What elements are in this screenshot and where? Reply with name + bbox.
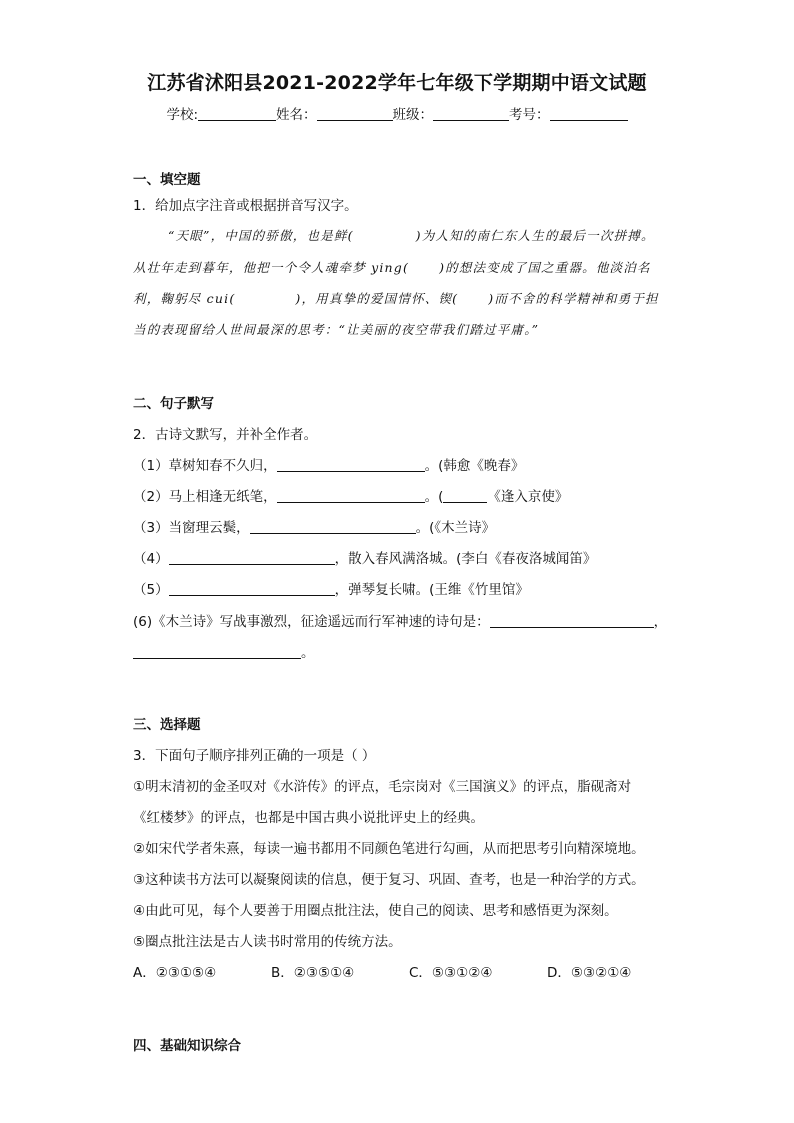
q1-text: )，用真挚的爱国情怀、锲( bbox=[295, 291, 459, 306]
q2-line-7 bbox=[133, 641, 315, 661]
q3-sentence-1a: ①明末清初的金圣叹对《水浒传》的评点，毛宗岗对《三国演义》的评点，脂砚斋对 bbox=[133, 779, 632, 795]
section-heading-choice: 三、选择题 bbox=[133, 717, 201, 733]
section-heading-recite: 二、句子默写 bbox=[133, 396, 214, 412]
q3-sentence-5: ⑤圈点批注法是古人读书时常用的传统方法。 bbox=[133, 934, 402, 950]
q3-options bbox=[133, 961, 631, 981]
answer-blank[interactable] bbox=[169, 551, 335, 565]
q3-sentence-4: ④由此可见，每个人要善于用圈点批注法，使自己的阅读、思考和感悟更为深刻。 bbox=[133, 903, 618, 919]
name-label: 姓名： bbox=[276, 107, 317, 123]
q2-text: ，弹琴复长啸。(王维《竹里馆》 bbox=[334, 582, 529, 598]
q2-text: （2）马上相逢无纸笔， bbox=[133, 489, 277, 505]
q2-text: ， bbox=[653, 614, 668, 630]
q1-text: )为人知的南仁东人生的最后一次拼搏。 bbox=[415, 228, 655, 243]
q1-text: “天眼”，中国的骄傲，也是鲜( bbox=[168, 228, 354, 243]
q1-text: )的想法变成了国之重器。他淡泊名 bbox=[439, 260, 651, 275]
q2-text: 。( bbox=[424, 489, 444, 505]
number-blank[interactable] bbox=[550, 107, 628, 121]
q2-line-3 bbox=[133, 516, 495, 536]
option-a[interactable]: A．②③①⑤④ bbox=[133, 965, 217, 981]
q2-text: （5） bbox=[133, 582, 169, 598]
answer-blank[interactable] bbox=[490, 614, 654, 628]
option-d[interactable]: D．⑤③②①④ bbox=[547, 965, 632, 981]
q2-text: 。 bbox=[301, 645, 315, 661]
q2-text: 《逢入京使》 bbox=[487, 489, 569, 505]
q3-stem: 3．下面句子顺序排列正确的一项是（ ） bbox=[133, 748, 376, 764]
option-b[interactable]: B．②③⑤①④ bbox=[271, 965, 355, 981]
q2-line-4 bbox=[133, 547, 596, 567]
q2-text: （3）当窗理云鬓， bbox=[133, 520, 250, 536]
section-heading-basic: 四、基础知识综合 bbox=[133, 1038, 241, 1054]
q3-sentence-2: ②如宋代学者朱熹，每读一遍书都用不同颜色笔进行勾画，从而把思考引向精深境地。 bbox=[133, 841, 645, 857]
q2-text: 。(韩愈《晚春》 bbox=[424, 458, 525, 474]
student-info-line bbox=[0, 103, 794, 123]
answer-blank[interactable] bbox=[277, 458, 425, 472]
q1-text: )而不舍的科学精神和勇于担 bbox=[488, 291, 659, 306]
option-c[interactable]: C．⑤③①②④ bbox=[409, 965, 493, 981]
name-blank[interactable] bbox=[317, 107, 393, 121]
q1-text: 从壮年走到暮年，他把一个令人魂牵梦 ying( bbox=[133, 260, 410, 275]
answer-blank[interactable] bbox=[250, 520, 416, 534]
school-label: 学校: bbox=[166, 107, 199, 123]
page-title: 江苏省沭阳县2021-2022学年七年级下学期期中语文试题 bbox=[147, 72, 647, 94]
class-blank[interactable] bbox=[433, 107, 509, 121]
q1-paragraph-line-3 bbox=[133, 289, 659, 307]
number-label: 考号： bbox=[509, 107, 550, 123]
q2-text: ，散入春风满洛城。(李白《春夜洛城闻笛》 bbox=[334, 551, 597, 567]
answer-blank[interactable] bbox=[277, 489, 425, 503]
q1-paragraph-line-1 bbox=[168, 226, 655, 244]
answer-blank[interactable] bbox=[133, 645, 301, 659]
q2-text: (6)《木兰诗》写战事激烈，征途遥远而行军神速的诗句是： bbox=[133, 614, 490, 630]
school-blank[interactable] bbox=[198, 107, 276, 121]
q2-stem: 2．古诗文默写，并补全作者。 bbox=[133, 427, 318, 443]
class-label: 班级： bbox=[392, 107, 434, 123]
q2-line-6 bbox=[133, 610, 667, 630]
q3-sentence-3: ③这种读书方法可以凝聚阅读的信息，便于复习、巩固、查考，也是一种治学的方式。 bbox=[133, 872, 645, 888]
author-blank[interactable] bbox=[443, 489, 487, 503]
q1-paragraph-line-2 bbox=[133, 258, 651, 276]
q2-text: （1）草树知春不久归， bbox=[133, 458, 277, 474]
answer-blank[interactable] bbox=[169, 582, 335, 596]
q1-stem: 1．给加点字注音或根据拼音写汉字。 bbox=[133, 198, 358, 214]
q2-line-5 bbox=[133, 578, 529, 598]
q2-text: （4） bbox=[133, 551, 169, 567]
q3-sentence-1b: 《红楼梦》的评点，也都是中国古典小说批评史上的经典。 bbox=[133, 810, 484, 826]
q2-text: 。(《木兰诗》 bbox=[415, 520, 496, 536]
q1-text: 利，鞠躬尽 cui( bbox=[133, 291, 236, 306]
q1-paragraph-line-4: 当的表现留给人世间最深的思考：“让美丽的夜空带我们踏过平庸。” bbox=[133, 322, 540, 337]
q2-line-2 bbox=[133, 485, 568, 505]
q2-line-1 bbox=[133, 454, 524, 474]
section-heading-fill: 一、填空题 bbox=[133, 172, 201, 188]
